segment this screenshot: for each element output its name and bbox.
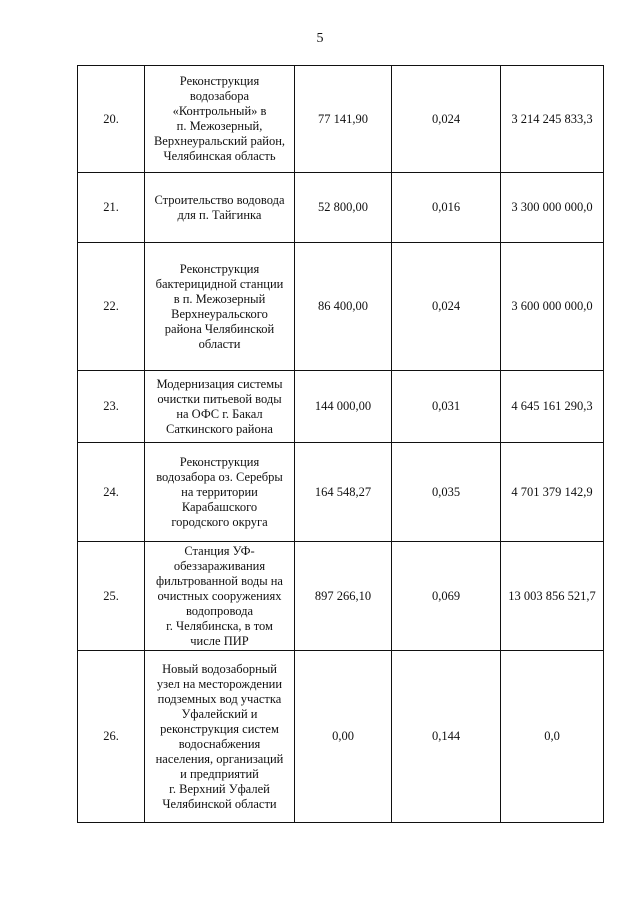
- row-number: 20.: [78, 66, 145, 173]
- project-total: 3 600 000 000,0: [501, 243, 604, 371]
- project-total: 0,0: [501, 651, 604, 823]
- table-row: [78, 443, 604, 542]
- project-cost: 0,00: [295, 651, 392, 823]
- project-cost: 86 400,00: [295, 243, 392, 371]
- table-row: [78, 66, 604, 173]
- project-rate: 0,144: [392, 651, 501, 823]
- project-total: 3 214 245 833,3: [501, 66, 604, 173]
- project-total: 3 300 000 000,0: [501, 173, 604, 243]
- project-description: Новый водозаборный узел на месторождении подземных вод участка Уфалейский и реконструкция систем водоснабжения населения, организаций и предприятий г. Верхний Уфалей Челябинской области: [145, 651, 295, 823]
- table-row: [78, 173, 604, 243]
- project-description: Модернизация системы очистки питьевой воды на ОФС г. Бакал Саткинского района: [145, 371, 295, 443]
- project-rate: 0,024: [392, 243, 501, 371]
- project-cost: 144 000,00: [295, 371, 392, 443]
- project-rate: 0,069: [392, 542, 501, 651]
- row-number: 21.: [78, 173, 145, 243]
- project-cost: 164 548,27: [295, 443, 392, 542]
- table-row: [78, 542, 604, 651]
- project-cost: 52 800,00: [295, 173, 392, 243]
- project-description: Станция УФ- обеззараживания фильтрованной воды на очистных сооружениях водопровода г. Челябинска, в том числе ПИР: [145, 542, 295, 651]
- project-total: 4 645 161 290,3: [501, 371, 604, 443]
- row-number: 24.: [78, 443, 145, 542]
- project-cost: 77 141,90: [295, 66, 392, 173]
- project-description: Реконструкция бактерицидной станции в п. Межозерный Верхнеуральского района Челябинской области: [145, 243, 295, 371]
- row-number: 26.: [78, 651, 145, 823]
- project-description: Строительство водовода для п. Тайгинка: [145, 173, 295, 243]
- project-total: 13 003 856 521,7: [501, 542, 604, 651]
- project-total: 4 701 379 142,9: [501, 443, 604, 542]
- table-row: [78, 371, 604, 443]
- table-row: [78, 651, 604, 823]
- row-number: 22.: [78, 243, 145, 371]
- project-rate: 0,035: [392, 443, 501, 542]
- project-rate: 0,016: [392, 173, 501, 243]
- project-rate: 0,031: [392, 371, 501, 443]
- project-rate: 0,024: [392, 66, 501, 173]
- row-number: 23.: [78, 371, 145, 443]
- table-row: [78, 243, 604, 371]
- page-number: 5: [316, 31, 324, 46]
- row-number: 25.: [78, 542, 145, 651]
- project-description: Реконструкция водозабора «Контрольный» в п. Межозерный, Верхнеуральский район, Челябинская область: [145, 66, 295, 173]
- projects-table: [77, 65, 604, 823]
- project-description: Реконструкция водозабора оз. Серебры на территории Карабашского городского округа: [145, 443, 295, 542]
- project-cost: 897 266,10: [295, 542, 392, 651]
